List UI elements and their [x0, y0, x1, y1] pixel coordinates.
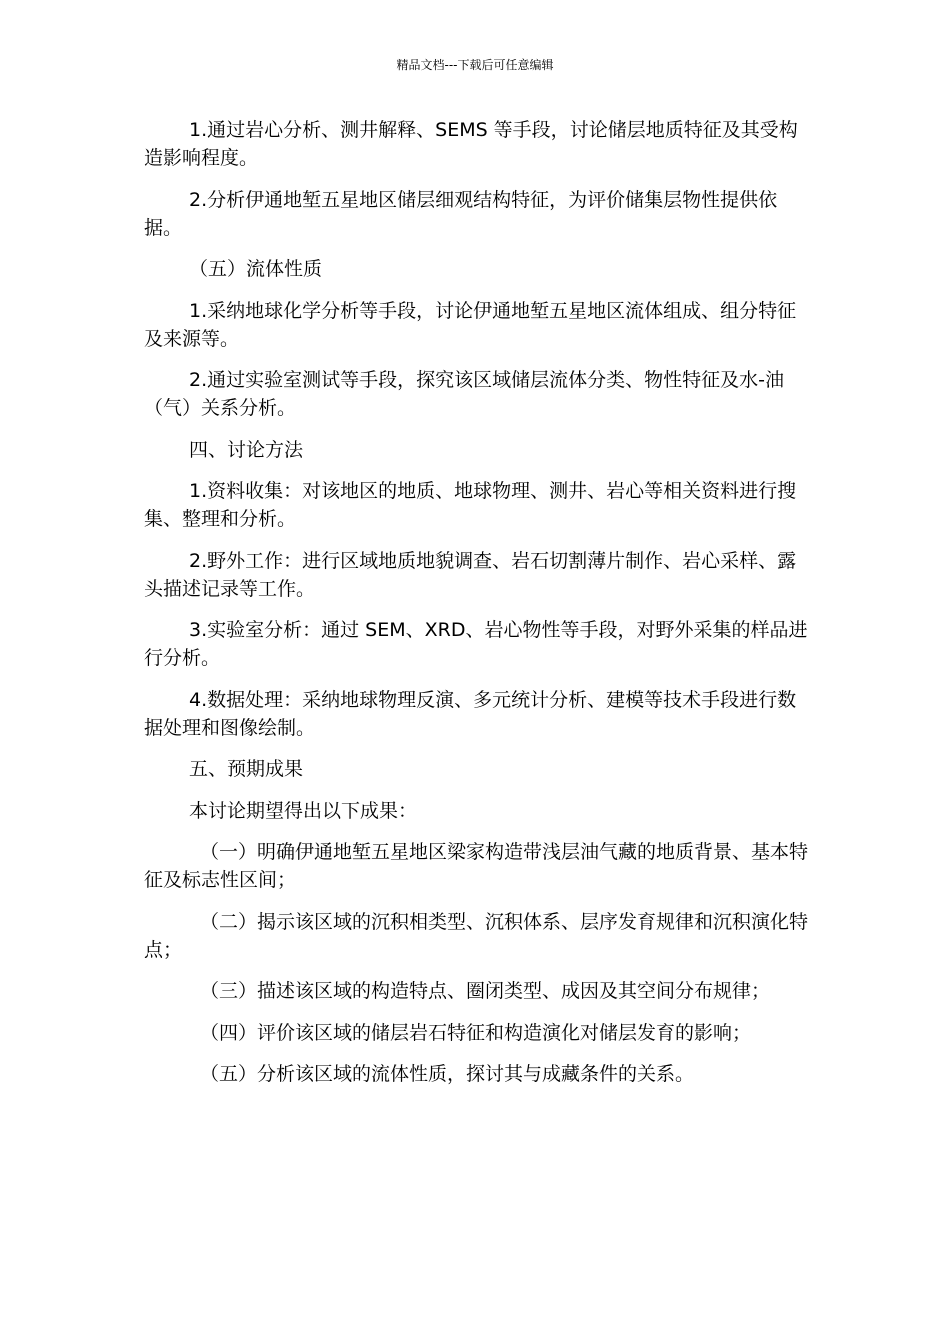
paragraph: 4.数据处理：采纳地球物理反演、多元统计分析、建模等技术手段进行数据处理和图像绘制。 — [144, 688, 797, 739]
result-item: （五）分析该区域的流体性质，探讨其与成藏条件的关系。 — [200, 1063, 695, 1085]
section-heading: 五、预期成果 — [189, 758, 304, 780]
result-item: （二）揭示该区域的沉积相类型、沉积体系、层序发育规律和沉积演化特点； — [144, 910, 809, 961]
paragraph: 2.分析伊通地堑五星地区储层细观结构特征，为评价储集层物性提供依据。 — [144, 188, 778, 239]
paragraph: 1.采纳地球化学分析等手段，讨论伊通地堑五星地区流体组成、组分特征及来源等。 — [144, 299, 797, 350]
document-body — [144, 116, 809, 1102]
page-header: 精品文档---下载后可任意编辑 — [396, 58, 554, 72]
paragraph: 1.通过岩心分析、测井解释、SEMS 等手段，讨论储层地质特征及其受构造影响程度。 — [144, 119, 798, 169]
paragraph: 本讨论期望得出以下成果： — [189, 799, 418, 822]
section-heading: （五）流体性质 — [189, 258, 323, 280]
result-item: （一）明确伊通地堑五星地区梁家构造带浅层油气藏的地质背景、基本特征及标志性区间； — [144, 841, 809, 891]
result-item: （四）评价该区域的储层岩石特征和构造演化对储层发育的影响； — [200, 1021, 752, 1044]
paragraph: 3.实验室分析：通过 SEM、XRD、岩心物性等手段，对野外采集的样品进行分析。 — [144, 619, 808, 669]
paragraph: 2.野外工作：进行区域地质地貌调查、岩石切割薄片制作、岩心采样、露头描述记录等工作。 — [144, 549, 797, 600]
result-item: （三）描述该区域的构造特点、圈闭类型、成因及其空间分布规律； — [200, 980, 771, 1002]
paragraph: 2.通过实验室测试等手段，探究该区域储层流体分类、物性特征及水-油（气）关系分析。 — [144, 369, 784, 419]
paragraph: 1.资料收集：对该地区的地质、地球物理、测井、岩心等相关资料进行搜集、整理和分析。 — [144, 480, 797, 530]
section-heading: 四、讨论方法 — [189, 438, 304, 461]
